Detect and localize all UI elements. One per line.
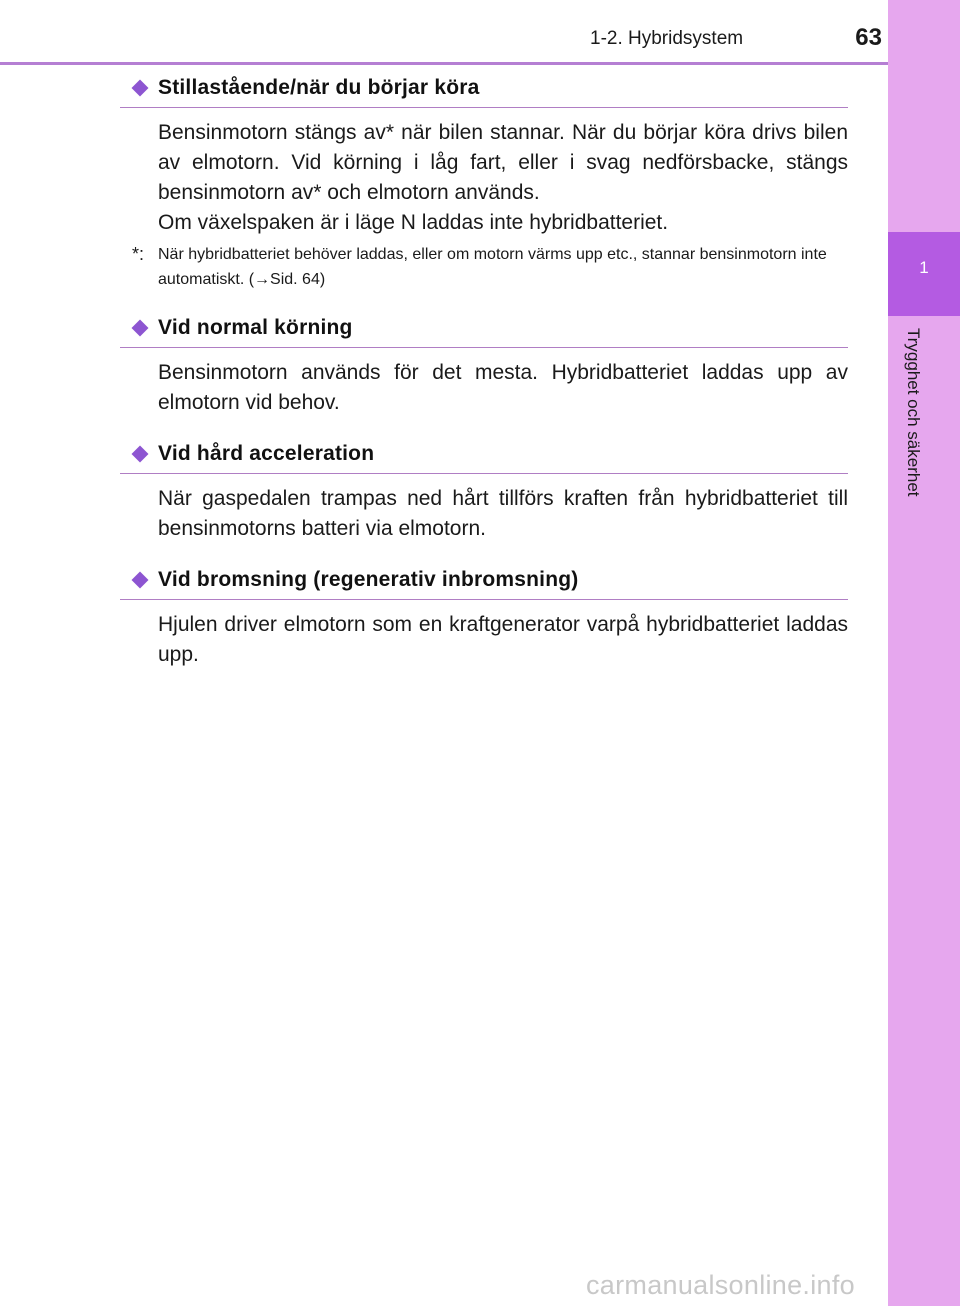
chapter-tab[interactable] (888, 232, 960, 316)
section-body (120, 600, 848, 670)
section-body (120, 348, 848, 418)
diamond-bullet-icon (132, 572, 149, 589)
section-heading-text: Vid normal körning (158, 316, 353, 339)
section-body (120, 474, 848, 544)
section-heading (120, 316, 848, 348)
chapter-title: Trygghet och säkerhet (904, 328, 923, 497)
section-title: 1-2. Hybridsystem (590, 28, 744, 49)
paragraph: När gaspedalen trampas ned hårt tillförs kraften från hybridbatteriet till bensinmotorns batteri via elmotorn. (158, 487, 848, 540)
footnote (120, 242, 848, 292)
paragraph: Bensinmotorn används för det mesta. Hybridbatteriet laddas upp av elmotorn vid behov. (158, 361, 848, 414)
paragraph: Om växelspaken är i läge N laddas inte hybridbatteriet. (158, 211, 669, 234)
diamond-bullet-icon (132, 80, 149, 97)
section-heading-text: Vid bromsning (regenerativ inbromsning) (158, 568, 579, 591)
chapter-side-band (888, 0, 960, 1306)
page-number: 63 (855, 24, 882, 51)
footnote-marker: *: (132, 244, 145, 264)
header-rule (0, 62, 888, 65)
section-heading-text: Stillastående/när du börjar köra (158, 76, 480, 99)
section-heading (120, 76, 848, 108)
section-heading (120, 568, 848, 600)
footnote-text: När hybridbatteriet behöver laddas, eller om motorn värms upp etc., stannar bensinmotorn inte automatiskt. (→Sid. 64) (158, 246, 827, 288)
section-heading (120, 442, 848, 474)
paragraph: Hjulen driver elmotorn som en kraftgenerator varpå hybridbatteriet laddas upp. (158, 613, 848, 666)
watermark: carmanualsonline.info (586, 1270, 855, 1300)
page-content (120, 72, 848, 670)
paragraph: Bensinmotorn stängs av* när bilen stannar. När du börjar köra drivs bilen av elmotorn. Vid körning i låg fart, eller i svag nedförsbacke, stängs bensinmotorn av* och elmotorn används. (158, 121, 848, 204)
section-body (120, 108, 848, 238)
chapter-number: 1 (919, 258, 929, 277)
diamond-bullet-icon (132, 446, 149, 463)
section-heading-text: Vid hård acceleration (158, 442, 375, 465)
diamond-bullet-icon (132, 320, 149, 337)
